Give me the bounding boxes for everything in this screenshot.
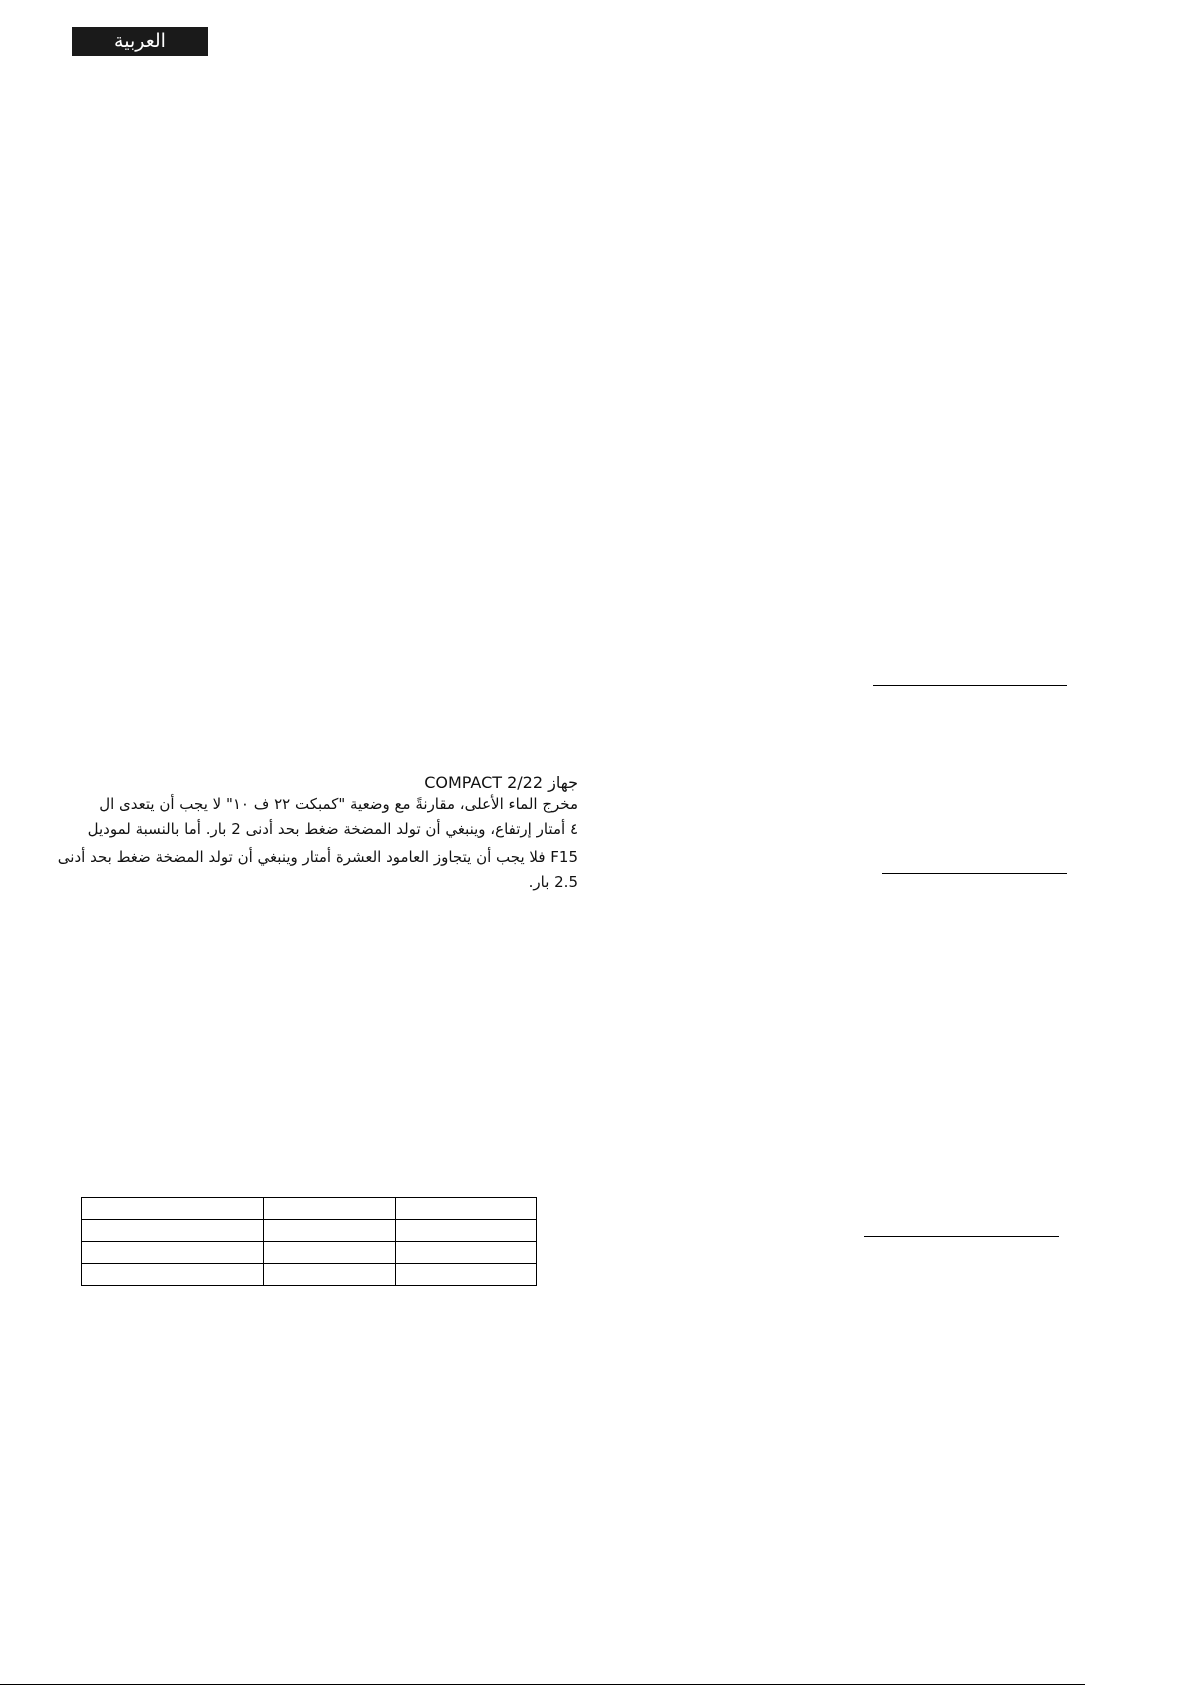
section-line-1: مخرج الماء الأعلى، مقارنةً مع وضعية "كمبكت ٢٢ ف ١٠" لا يجب أن يتعدى ال (99, 795, 578, 813)
blank-line-1 (873, 685, 1067, 686)
section-line-2: ٤ أمتار إرتفاع، وينبغي أن تولد المضخة ضغط بحد أدنى 2 بار. أما بالنسبة لموديل (87, 820, 578, 838)
table-cell (264, 1198, 395, 1220)
section-line-4: 2.5 بار. (528, 873, 578, 891)
empty-table-body (82, 1198, 537, 1286)
table-cell (395, 1198, 536, 1220)
empty-table (81, 1197, 537, 1286)
table-cell (264, 1242, 395, 1264)
table-cell (264, 1264, 395, 1286)
section-heading: جهاز COMPACT 2/22 (424, 773, 578, 792)
table-cell (82, 1198, 264, 1220)
table-row (82, 1264, 537, 1286)
blank-line-3 (864, 1236, 1059, 1237)
section-line-3: F15 فلا يجب أن يتجاوز العامود العشرة أمتار وينبغي أن تولد المضخة ضغط بحد أدنى (57, 848, 578, 866)
table-row (82, 1242, 537, 1264)
blank-line-2 (882, 873, 1067, 874)
table-row (82, 1220, 537, 1242)
table-cell (82, 1264, 264, 1286)
table-row (82, 1198, 537, 1220)
table-cell (264, 1220, 395, 1242)
table-cell (82, 1242, 264, 1264)
table-cell (82, 1220, 264, 1242)
table-cell (395, 1242, 536, 1264)
table-cell (395, 1220, 536, 1242)
table-cell (395, 1264, 536, 1286)
language-badge: العربية (72, 27, 208, 56)
compact-section (57, 772, 578, 893)
